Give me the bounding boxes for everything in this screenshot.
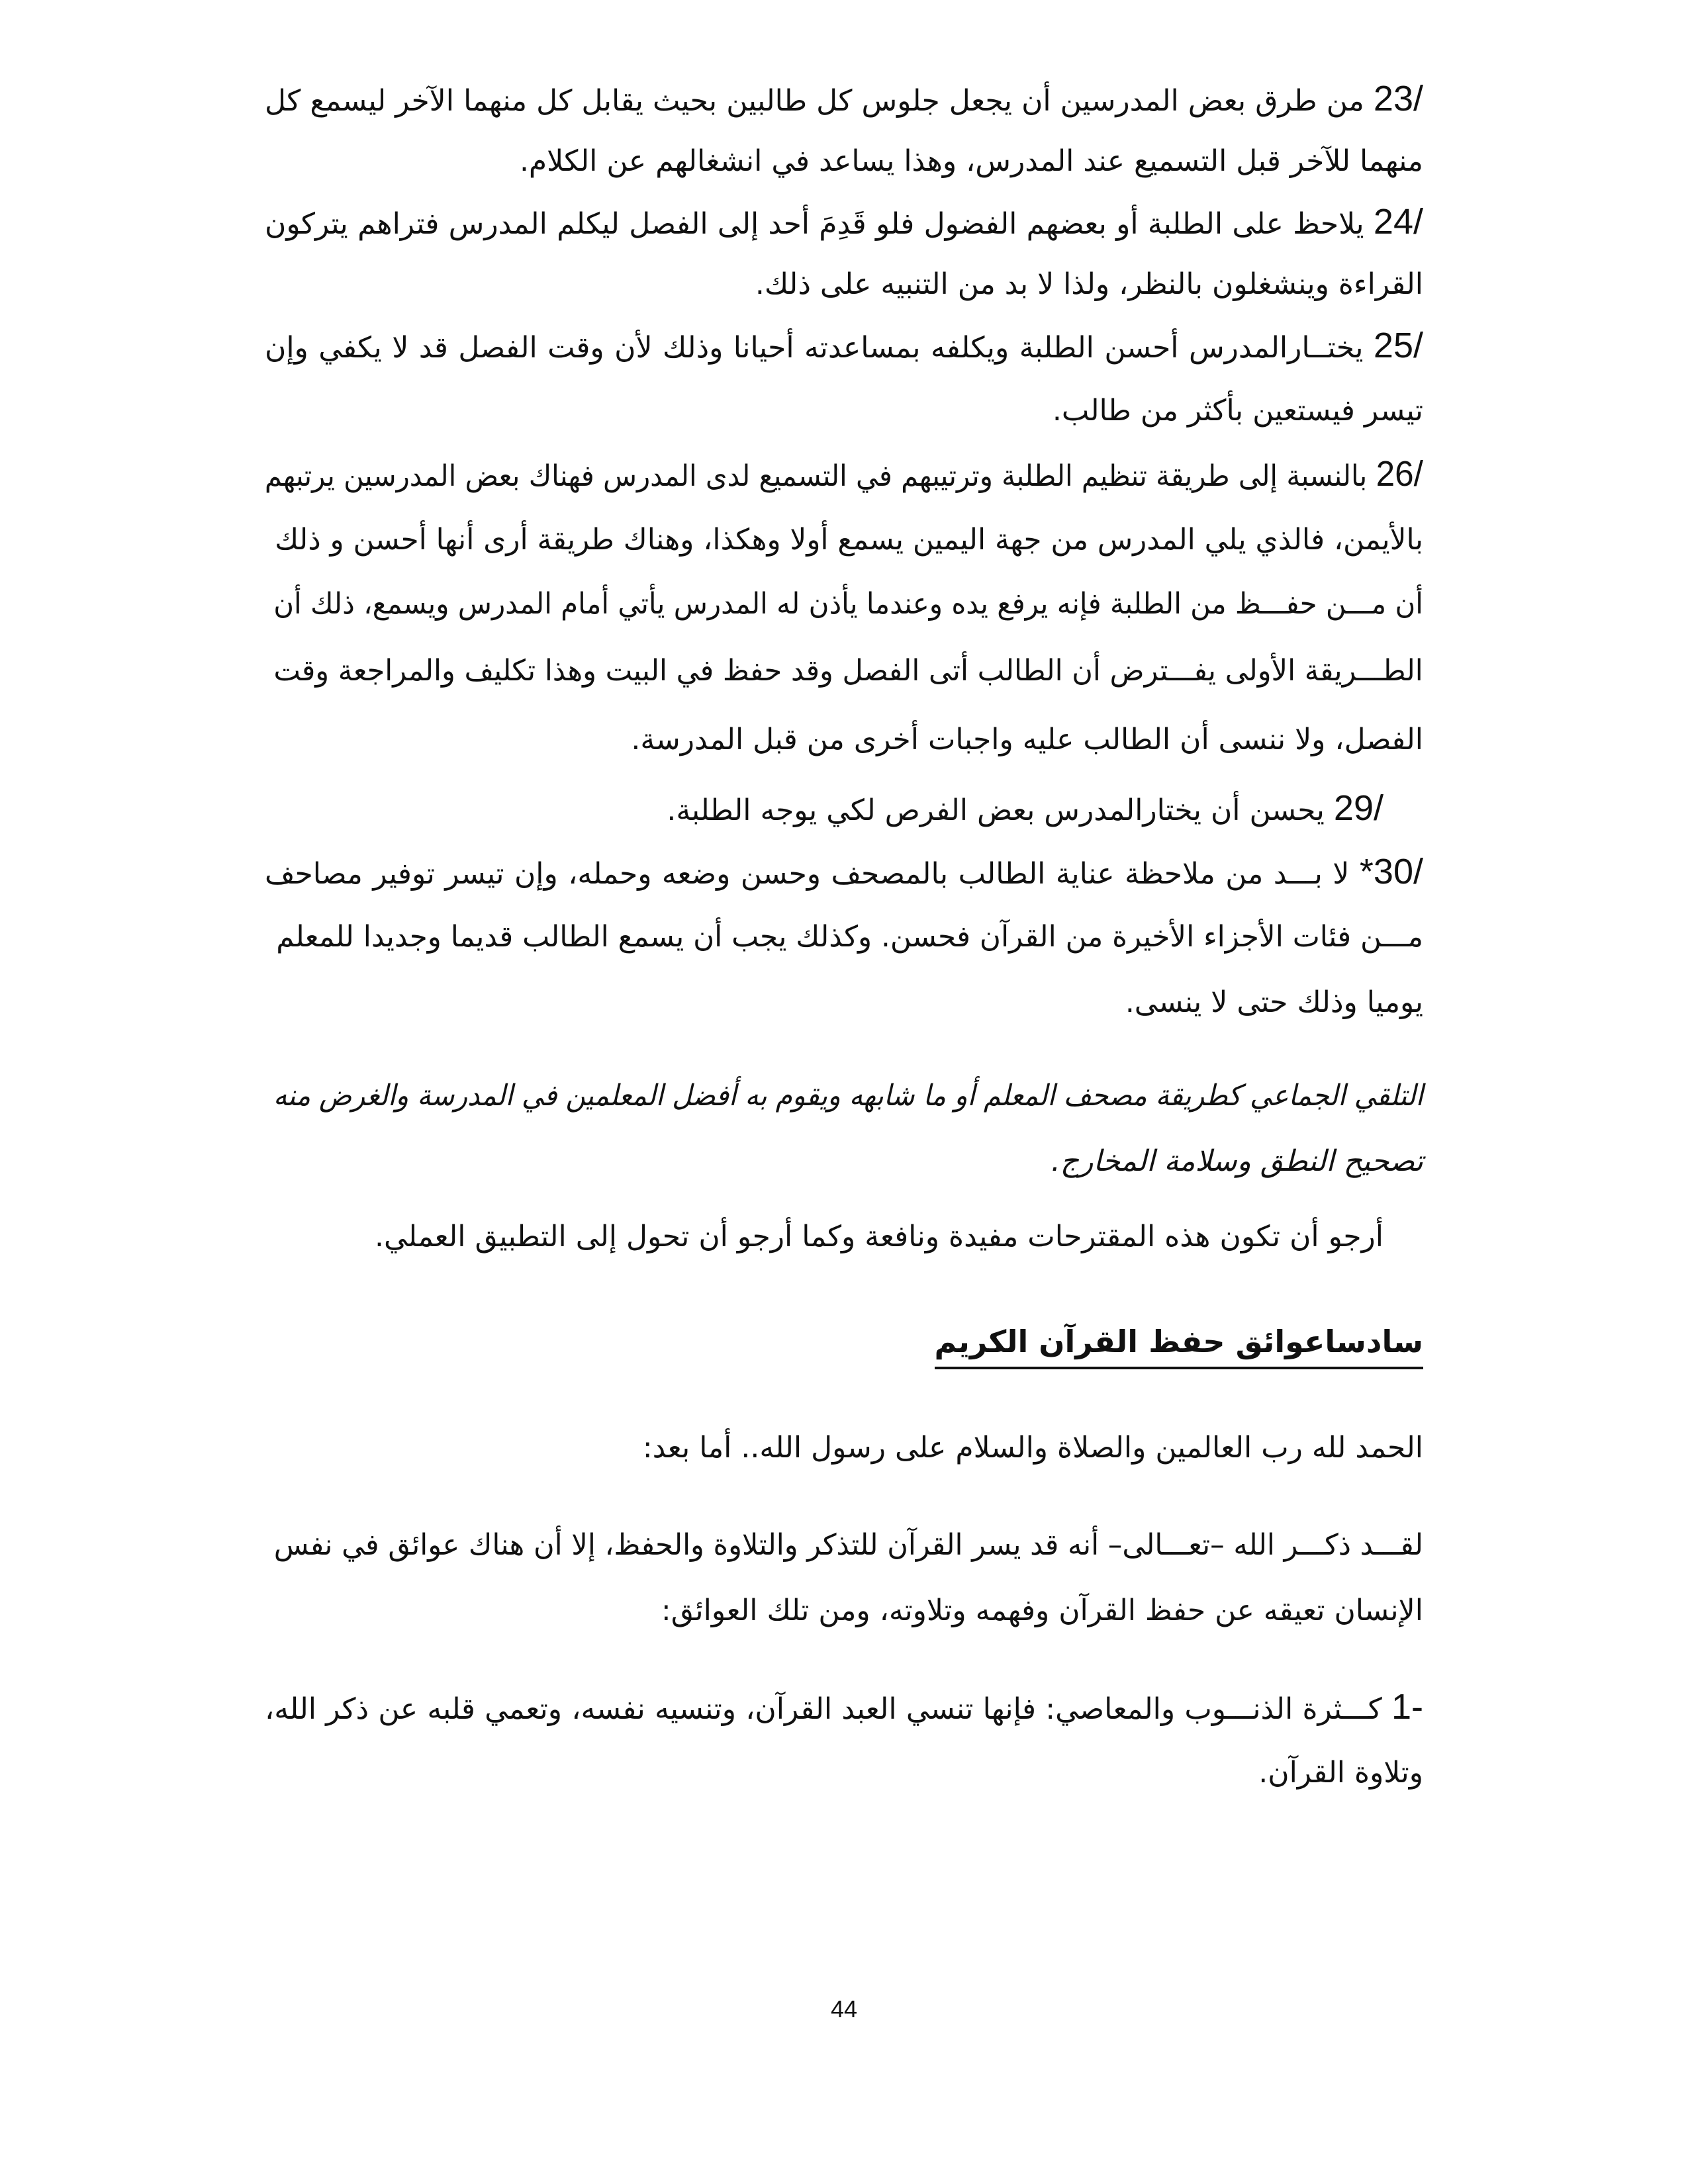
text-line [265,979,1423,1026]
line-text: الحمد لله رب العالمين والصلاة والسلام على رسول الله.. أما بعد: [642,1431,1423,1465]
text-line [265,1138,1423,1185]
text-line [265,1073,1423,1119]
line-text: بالنسبة إلى طريقة تنظيم الطلبة وترتيبهم في التسميع لدى المدرس فهناك بعض المدرسين يرتبهم [264,459,1368,493]
page-number: 44 [830,1995,858,2023]
item-number: 29/ [1333,788,1383,828]
line-text: التلقي الجماعي كطريقة مصحف المعلم أو ما شابهه ويقوم به أفضل المعلمين في المدرسة والغرض منه [273,1079,1424,1113]
text-line [265,517,1423,563]
text-line [265,1588,1423,1634]
text-line [265,75,1423,122]
line-text: الإنسان تعيقه عن حفظ القرآن وفهمه وتلاوته، ومن تلك العوائق: [661,1594,1423,1627]
line-text: يحسن أن يختارالمدرس بعض الفرص لكي يوجه الطلبة. [667,794,1325,827]
line-text: مـــن فئات الأجزاء الأخيرة من القرآن فحسن. وكذلك يجب أن يسمع الطالب قديما وجديدا للمعلم [276,920,1423,954]
item-number: *30/ [1359,852,1423,891]
line-text: بالأيمن، فالذي يلي المدرس من جهة اليمين يسمع أولا وهكذا، وهناك طريقة أرى أنها أحسن و ذلك [275,523,1423,557]
line-text: تيسر فيستعين بأكثر من طالب. [1052,394,1423,428]
line-text: كـــثرة الذنـــوب والمعاصي: فإنها تنسي العبد القرآن، وتنسيه نفسه، وتعمي قلبه عن ذكر الله، [265,1692,1382,1726]
line-text: يوميا وذلك حتى لا ينسى. [1125,985,1423,1019]
line-text: منهما للآخر قبل التسميع عند المدرس، وهذا يساعد في انشغالهم عن الكلام. [519,144,1423,178]
text-line [265,717,1423,763]
item-number: 25/ [1373,326,1423,365]
item-number: 1- [1391,1687,1423,1727]
text-line [265,648,1423,694]
text-line [265,914,1423,960]
text-line [265,1425,1423,1471]
line-text: يختــارالمدرس أحسن الطلبة ويكلفه بمساعدته أحيانا وذلك لأن وقت الفصل قد لا يكفي وإن [265,331,1364,365]
line-text: القراءة وينشغلون بالنظر، ولذا لا بد من التنبيه على ذلك. [755,267,1423,301]
item-number: 23/ [1373,79,1423,118]
line-text: لا بـــد من ملاحظة عناية الطالب بالمصحف وحسن وضعه وحمله، وإن تيسر توفير مصاحف [265,857,1350,891]
item-number: 24/ [1373,202,1423,242]
line-text: أرجو أن تكون هذه المقترحات مفيدة ونافعة وكما أرجو أن تحول إلى التطبيق العملي. [374,1220,1383,1253]
text-line [265,1750,1423,1796]
text-line [265,1214,1423,1260]
line-text: وتلاوة القرآن. [1258,1756,1423,1790]
text-line [265,581,1423,627]
text-line [265,451,1423,497]
line-text: أن مـــن حفـــظ من الطلبة فإنه يرفع يده وعندما يأذن له المدرس يأتي أمام المدرس ويسمع، ذلك أن [273,587,1424,621]
line-text: لقـــد ذكـــر الله –تعـــالى– أنه قد يسر القرآن للتذكر والتلاوة والحفظ، إلا أن هناك عوائق في نفس [273,1528,1423,1562]
item-number: 26/ [1376,454,1423,494]
line-text: يلاحظ على الطلبة أو بعضهم الفضول فلو قَدِمَ أحد إلى الفصل ليكلم المدرس فتراهم يتركون [265,207,1364,241]
text-line [265,848,1423,895]
line-text: الفصل، ولا ننسى أن الطالب عليه واجبات أخرى من قبل المدرسة. [631,723,1423,756]
text-line [265,1522,1423,1569]
line-text: الطـــريقة الأولى يفـــترض أن الطالب أتى الفصل وقد حفظ في البيت وهذا تكليف والمراجعة وقت [273,654,1423,688]
text-line [265,785,1423,831]
text-line [265,322,1423,369]
text-line [265,138,1423,185]
text-line [265,199,1423,245]
section-heading: سادساعوائق حفظ القرآن الكريم [935,1320,1424,1369]
line-text: من طرق بعض المدرسين أن يجعل جلوس كل طالبين بحيث يقابل كل منهما الآخر ليسمع كل [265,84,1364,118]
text-line [265,261,1423,308]
line-text: تصحيح النطق وسلامة المخارج. [1051,1144,1423,1178]
text-line [265,1684,1423,1730]
text-line [265,388,1423,434]
